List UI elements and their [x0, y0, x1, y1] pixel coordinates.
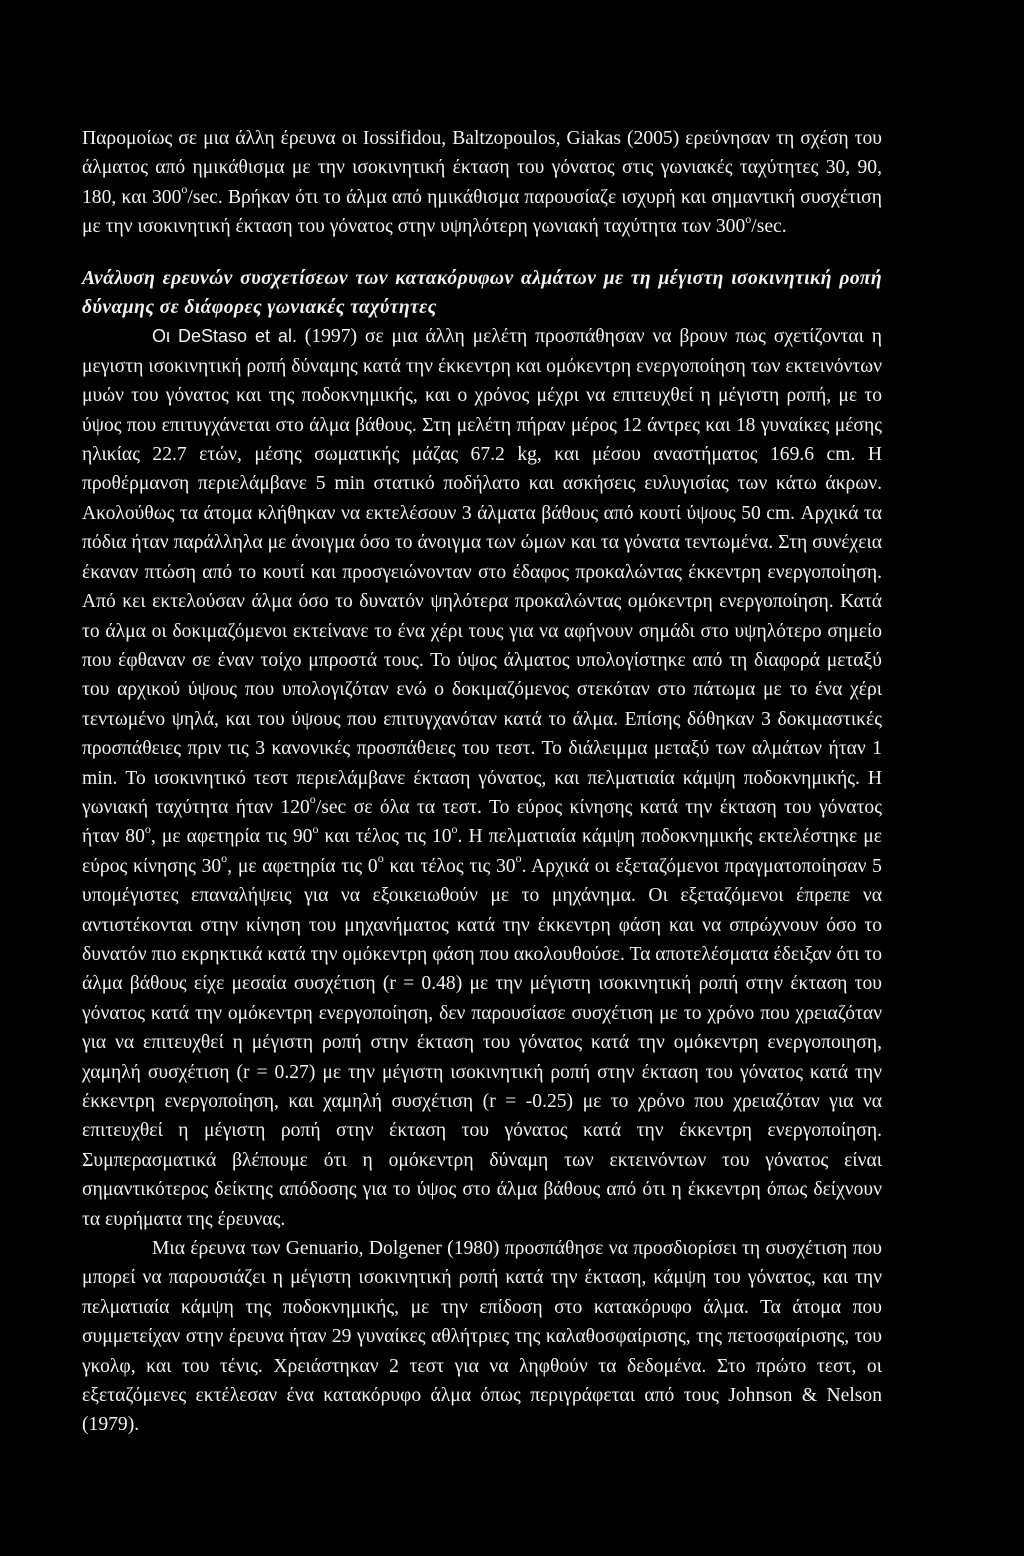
paragraph-text: και τέλος τις 10 — [318, 826, 452, 848]
paragraph-text: Παρομοίως σε μια άλλη έρευνα οι Iossifidou, Baltzopoulos, Giakas (2005) ερεύνησαν τη σχέση του άλματος από ημικάθισμα με την ισοκινητική έκταση του γόνατος στις γωνιακές ταχύτητες 30, 90, 180, και 300 — [82, 128, 882, 208]
degree-symbol: ο — [745, 211, 752, 226]
degree-symbol: ο — [309, 792, 316, 807]
paragraph-iossifidou — [82, 124, 882, 242]
degree-symbol: ο — [144, 821, 151, 836]
degree-symbol: ο — [312, 821, 319, 836]
paragraph-text: . Η πελματιαία κάμψη ποδοκνημικής εκτελέστηκε με εύρος κίνησης 30 — [82, 826, 882, 877]
paragraph-text: . Αρχικά οι εξεταζόμενοι πραγματοποίησαν 5 υπομέγιστες επαναλήψεις για να εξοικειωθούν με το μηχάνημα. Οι εξεταζόμενοι έπρεπε να αντιστέκονται στην κίνηση του μηχανήματος κατά την έκκεντρη φάση και να σπρώχνουν όσο το δυνατόν πιο εκρηκτικά κατά την ομόκεντρη φάση που ακολουθούσε. Τα αποτελέσματα έδειξαν ότι το άλμα βάθους είχε μεσαία συσχέτιση (r = 0.48) με την μέγιστη ισοκινητική ροπή στην έκταση του γόνατος κατά την ομόκεντρη ενεργοποίηση, δεν παρουσίασε συσχέτιση με το χρόνο που χρειαζόταν για να επιτευχθεί η μέγιστη ροπή στην έκταση του γόνατος κατά την ομόκεντρη ενεργοποιηση, χαμηλή συσχέτιση (r = 0.27) με την μέγιστη ισοκινητική ροπή στην έκταση του γόνατος κατά την έκκεντρη ενεργοποίηση, και χαμηλή συσχέτιση (r = -0.25) με το χρόνο που χρειαζόταν για να επιτευχθεί η μέγιστη ροπή στην έκταση του γόνατος κατά την έκκεντρη ενεργοποίηση. Συμπερασματικά βλέπουμε ότι η ομόκεντρη δύναμη των εκτεινόντων του γόνατος είναι σημαντικότερος δείκτης απόδοσης για το ύψος στο άλμα βάθους από ότι η έκκεντρη όπως δείχνουν τα ευρήματα της έρευνας. — [82, 855, 882, 1230]
paragraph-text: (1997) σε μια άλλη μελέτη προσπάθησαν να βρουν πως σχετίζονται η μεγιστη ισοκινητική ροπή δύναμης κατά την έκκεντρη και ομόκεντρη ενεργοποίηση των εκτεινόντων μυών του γόνατος και της ποδοκνημικής, και ο χρόνος μέχρι να επιτευχθεί η μέγιστη ροπή, με το ύψος που επιτυγχάνεται στο άλμα βάθους. Στη μελέτη πήραν μέρος 12 άντρες και 18 γυναίκες μέσης ηλικίας 22.7 ετών, μέσης σωματικής μάζας 67.2 kg, και μέσου αναστήματος 169.6 cm. Η προθέρμανση περιελάμβανε 5 min στατικό ποδήλατο και ασκήσεις ευλυγισίας των κάτω άκρων. Ακολούθως τα άτομα κλήθηκαν να εκτελέσουν 3 άλματα βάθους από κουτί ύψους 50 cm. Αρχικά τα πόδια ήταν παράλληλα με άνοιγμα όσο το άνοιγμα των ώμων και τα γόνατα τεντωμένα. Στη συνέχεια έκαναν πτώση από το κουτί και προσγειώνονταν στο έδαφος προκαλώντας έκκεντρη ενεργοποίηση. Από κει εκτελούσαν άλμα όσο το δυνατόν ψηλότερα προκαλώντας ομόκεντρη ενεργοποίηση. Κατά το άλμα οι δοκιμαζόμενοι εκτείνανε το ένα χέρι τους για να αφήνουν σημάδι στο υψηλότερο σημείο που έφθαναν σε έναν τοίχο μπροστά τους. Το ύψος άλματος υπολογίστηκε από τη διαφορά μεταξύ του αρχικού ύψους που υπολογιζόταν ενώ ο δοκιμαζόμενος στεκόταν στο πάτωμα με το ένα χέρι τεντωμένο ψηλά, και του ύψους που επιτυγχανόταν κατά το άλμα. Επίσης δόθηκαν 3 δοκιμαστικές προσπάθειες πριν τις 3 κανονικές προσπάθειες του τεστ. Το διάλειμμα μεταξύ των αλμάτων ήταν 1 min. Το ισοκινητικό τεστ περιελάμβανε έκταση γόνατος, και πελματιαία κάμψη ποδοκνημικής. Η γωνιακή ταχύτητα ήταν 120 — [82, 326, 882, 818]
paragraph-text: και τέλος τις 30 — [383, 855, 516, 877]
paragraph-genuario: Μια έρευνα των Genuario, Dolgener (1980) προσπάθησε να προσδιορίσει τη συσχέτιση που μπορεί να παρουσιάζει η μέγιστη ισοκινητική ροπή κατά την έκταση, κάμψη του γόνατος, και την πελματιαία κάμψη της ποδοκνημικής, με την επίδοση στο κατακόρυφο άλμα. Τα άτομα που συμμετείχαν στην έρευνα ήταν 29 γυναίκες αθλήτριες της καλαθοσφαίρισης, της πετοσφαίρισης, του γκολφ, και του τένις. Χρειάστηκαν 2 τεστ για να ληφθούν τα δεδομένα. Στο πρώτο τεστ, οι εξεταζόμενες εκτέλεσαν ένα κατακόρυφο άλμα όπως περιγράφεται από τους Johnson & Nelson (1979). — [82, 1238, 882, 1436]
paragraph-destaso — [82, 322, 882, 1234]
degree-symbol: ο — [181, 182, 188, 197]
paragraph-text: /sec. Βρήκαν ότι το άλμα από ημικάθισμα παρουσίαζε ισχυρή και σημαντική συσχέτιση με την ισοκινητική έκταση του γόνατος στην υψηλότερη γωνιακή ταχύτητα των 300 — [82, 186, 882, 238]
degree-symbol: ο — [515, 851, 522, 866]
paragraph-text: , με αφετηρία τις 0 — [227, 855, 378, 877]
paragraph-authors: Οι DeStaso et al. — [152, 326, 297, 347]
paragraph-text: /sec. — [751, 216, 787, 238]
degree-symbol: ο — [451, 821, 458, 836]
document-page — [82, 124, 882, 1440]
paragraph-text: /sec σε όλα τα τεστ. Το εύρος κίνησης κατά την έκταση του γόνατος ήταν 80 — [82, 796, 882, 848]
degree-symbol: ο — [377, 851, 384, 866]
section-heading: Ανάλυση ερευνών συσχετίσεων των κατακόρυφων αλμάτων με τη μέγιστη ισοκινητική ροπή δύναμης σε διάφορες γωνιακές ταχύτητες — [82, 267, 882, 319]
degree-symbol: ο — [221, 851, 228, 866]
paragraph-text: , με αφετηρία τις 90 — [150, 826, 313, 848]
